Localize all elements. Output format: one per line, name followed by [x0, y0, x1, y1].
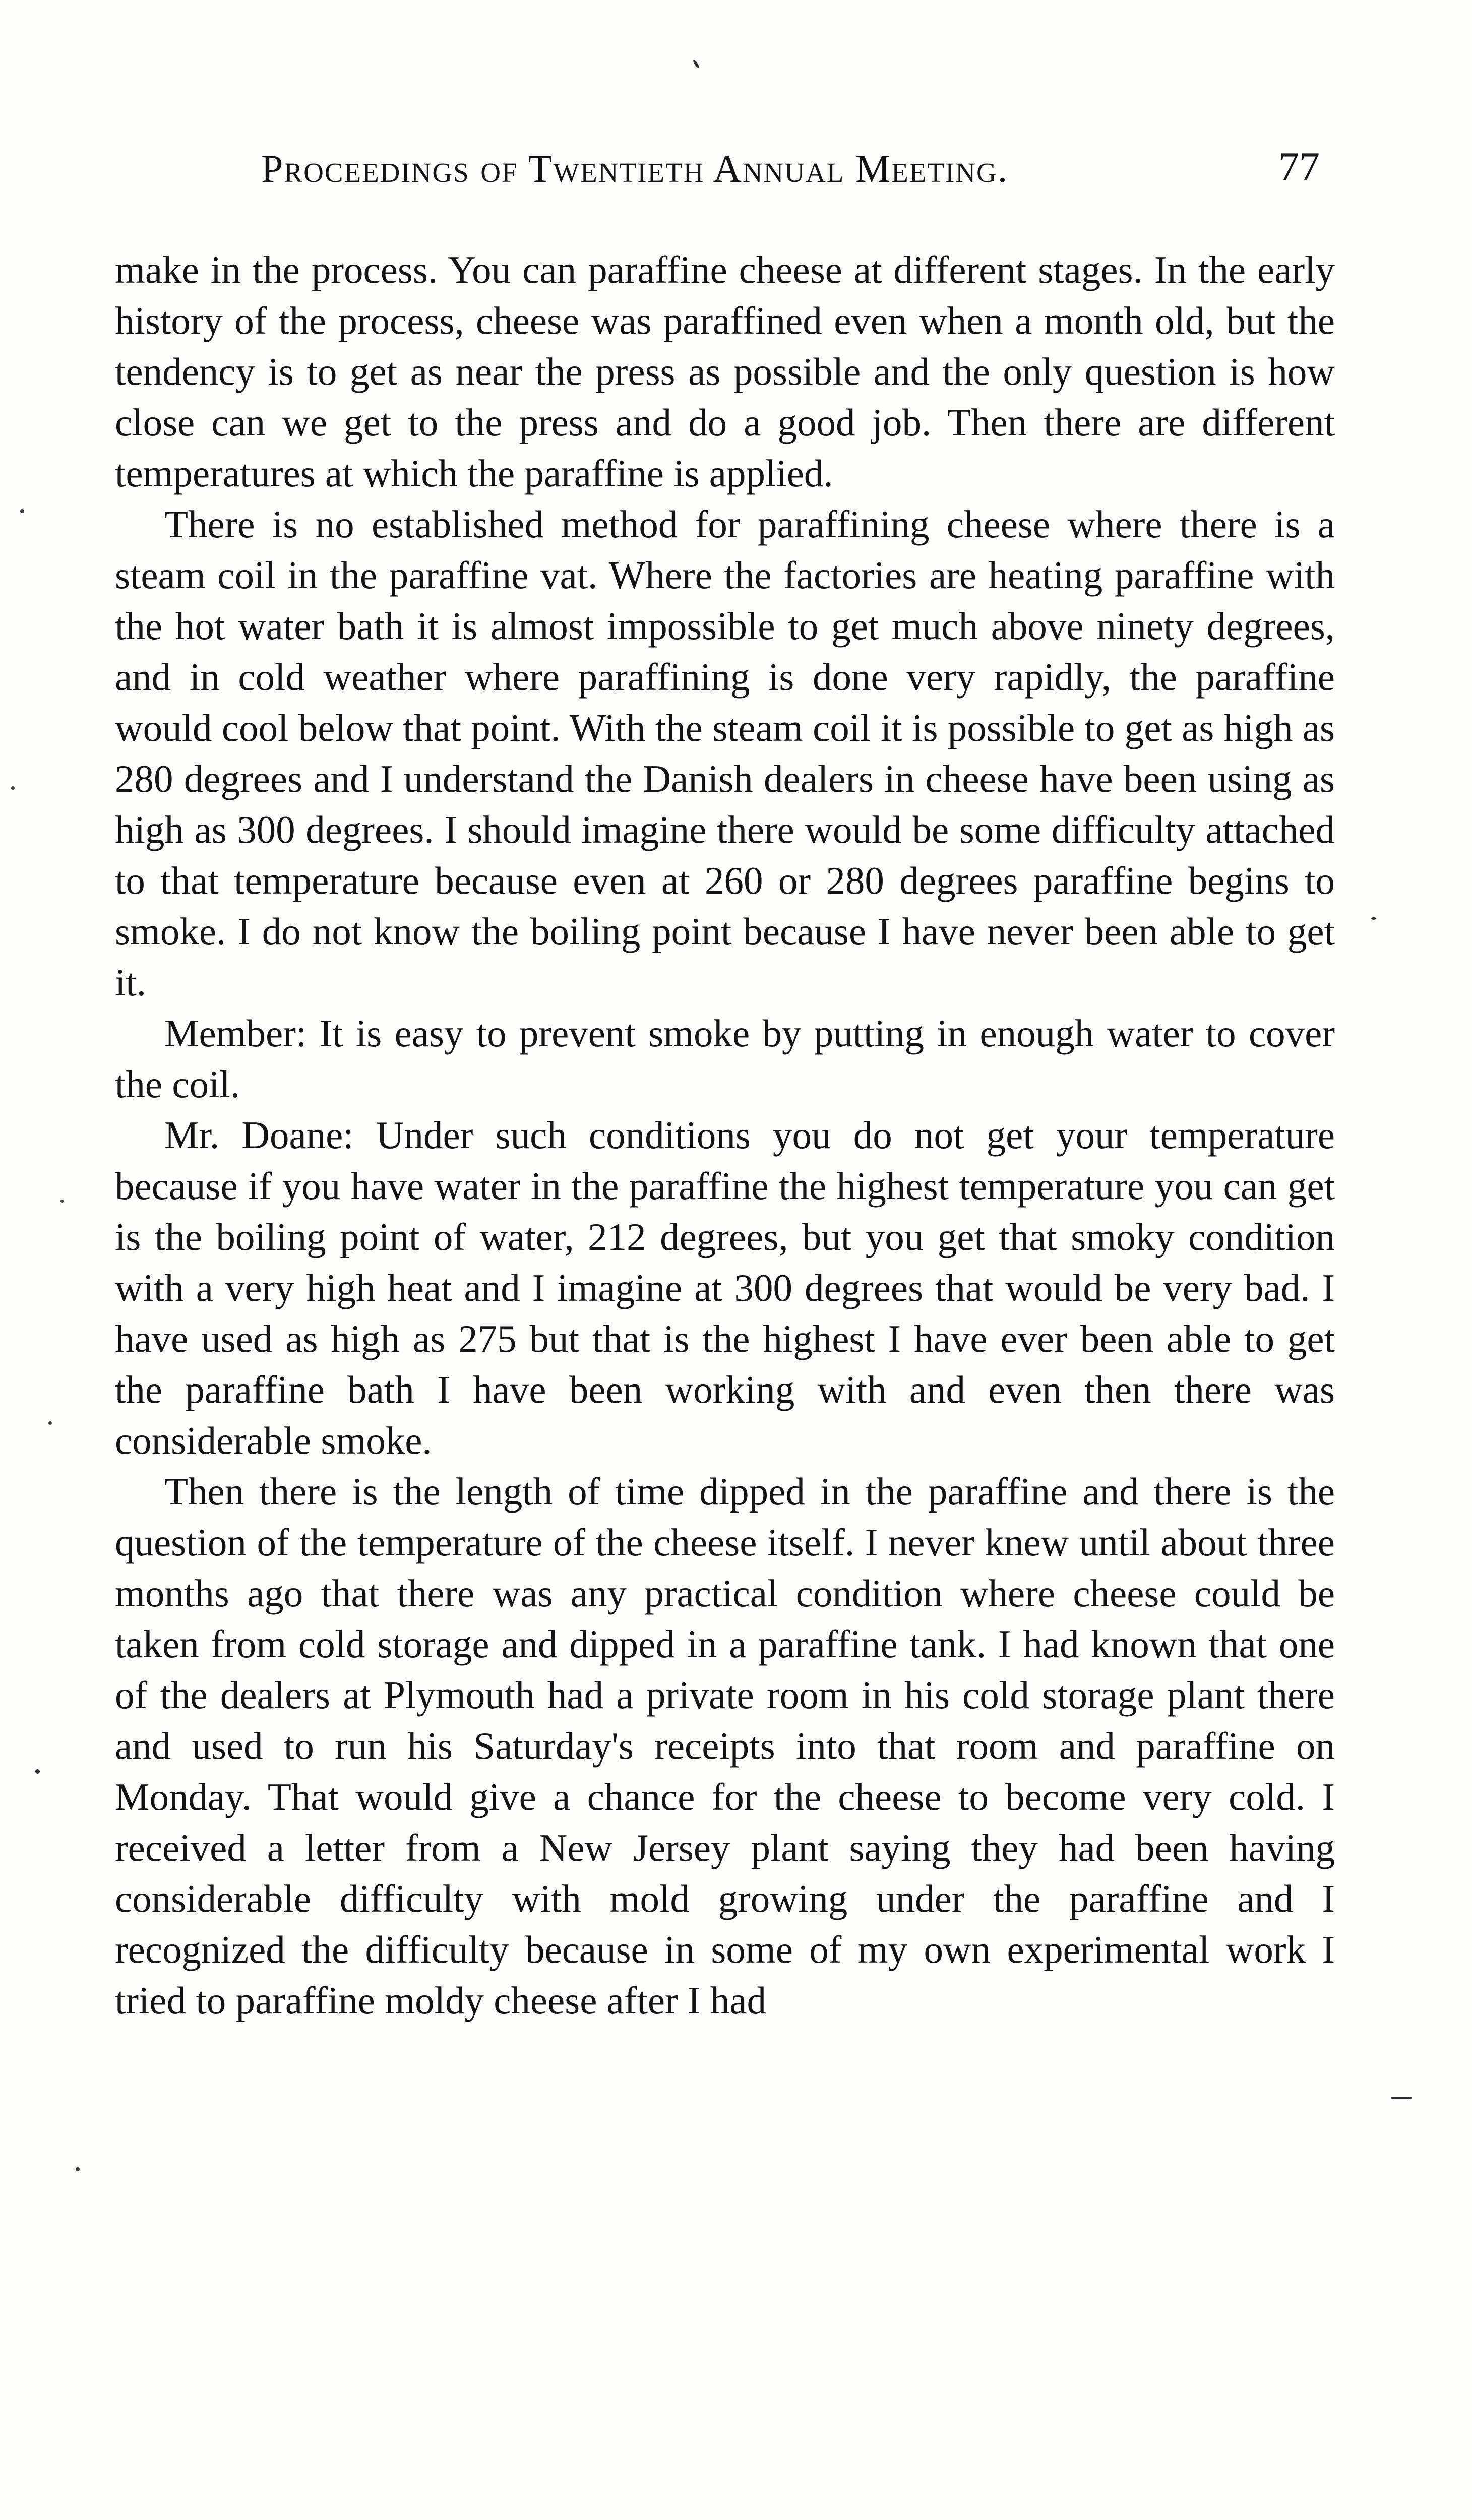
- scan-speck: [60, 1200, 64, 1203]
- paragraph-mr-doane: Mr. Doane: Under such conditions you do not get your temperature because if you have water in the paraffine the highest temperature you can get is the boiling point of water, 212 degrees, but you get that smoky condition with a very high heat and I imagine at 300 degrees that would be very bad. I have used as high as 275 but that is the highest I have ever been able to get the paraffine bath I have been working with and even then there was considerable smoke.: [115, 1113, 1335, 1462]
- scan-speck: [1371, 917, 1376, 920]
- paragraph-continuation: make in the process. You can paraffine cheese at different stages. In the early history of the process, cheese was paraffined even when a month old, but the tendency is to get as near the press as possible and the only question is how close can we get to the press and do a good job. Then there are different temperatures at which the paraffine is applied.: [115, 248, 1335, 495]
- scan-speck: [48, 1421, 52, 1425]
- scan-speck: [11, 786, 15, 790]
- running-title: Proceedings of Twentieth Annual Meeting.: [261, 147, 1009, 191]
- scan-speck: [1391, 2097, 1412, 2099]
- paragraph-steam-coil: There is no established method for paraffining cheese where there is a steam coil in the paraffine vat. Where the factories are heating paraffine with the hot water bath it is almost impossible to get much above ninety degrees, and in cold weather where paraffining is done very rapidly, the paraffine would cool below that point. With the steam coil it is possible to get as high as 280 degrees and I understand the Danish dealers in cheese have been using as high as 300 degrees. I should imagine there would be some difficulty attached to that temperature because even at 260 or 280 degrees paraffine begins to smoke. I do not know the boiling point because I have never been able to get it.: [115, 502, 1335, 1004]
- paragraph-member-remark: Member: It is easy to prevent smoke by putting in enough water to cover the coil.: [115, 1012, 1335, 1106]
- scan-speck: [20, 509, 24, 513]
- body-text: [115, 244, 1335, 2026]
- scan-speck: [35, 1769, 40, 1774]
- page-header: [115, 146, 1335, 197]
- paragraph-temperature-of-cheese: Then there is the length of time dipped in the paraffine and there is the question of the temperature of the cheese itself. I never knew until about three months ago that there was any practical condition where cheese could be taken from cold storage and dipped in a paraffine tank. I had known that one of the dealers at Plymouth had a private room in his cold storage plant there and used to run his Saturday's receipts into that room and paraffine on Monday. That would give a chance for the cheese to become very cold. I received a letter from a New Jersey plant saying they had been having considerable difficulty with mold growing under the paraffine and I recognized the difficulty because in some of my own experimental work I tried to paraffine moldy cheese after I had: [115, 1470, 1335, 2022]
- scan-speck: [76, 2167, 80, 2171]
- scan-speck: [692, 59, 700, 69]
- page-number: 77: [1278, 144, 1320, 190]
